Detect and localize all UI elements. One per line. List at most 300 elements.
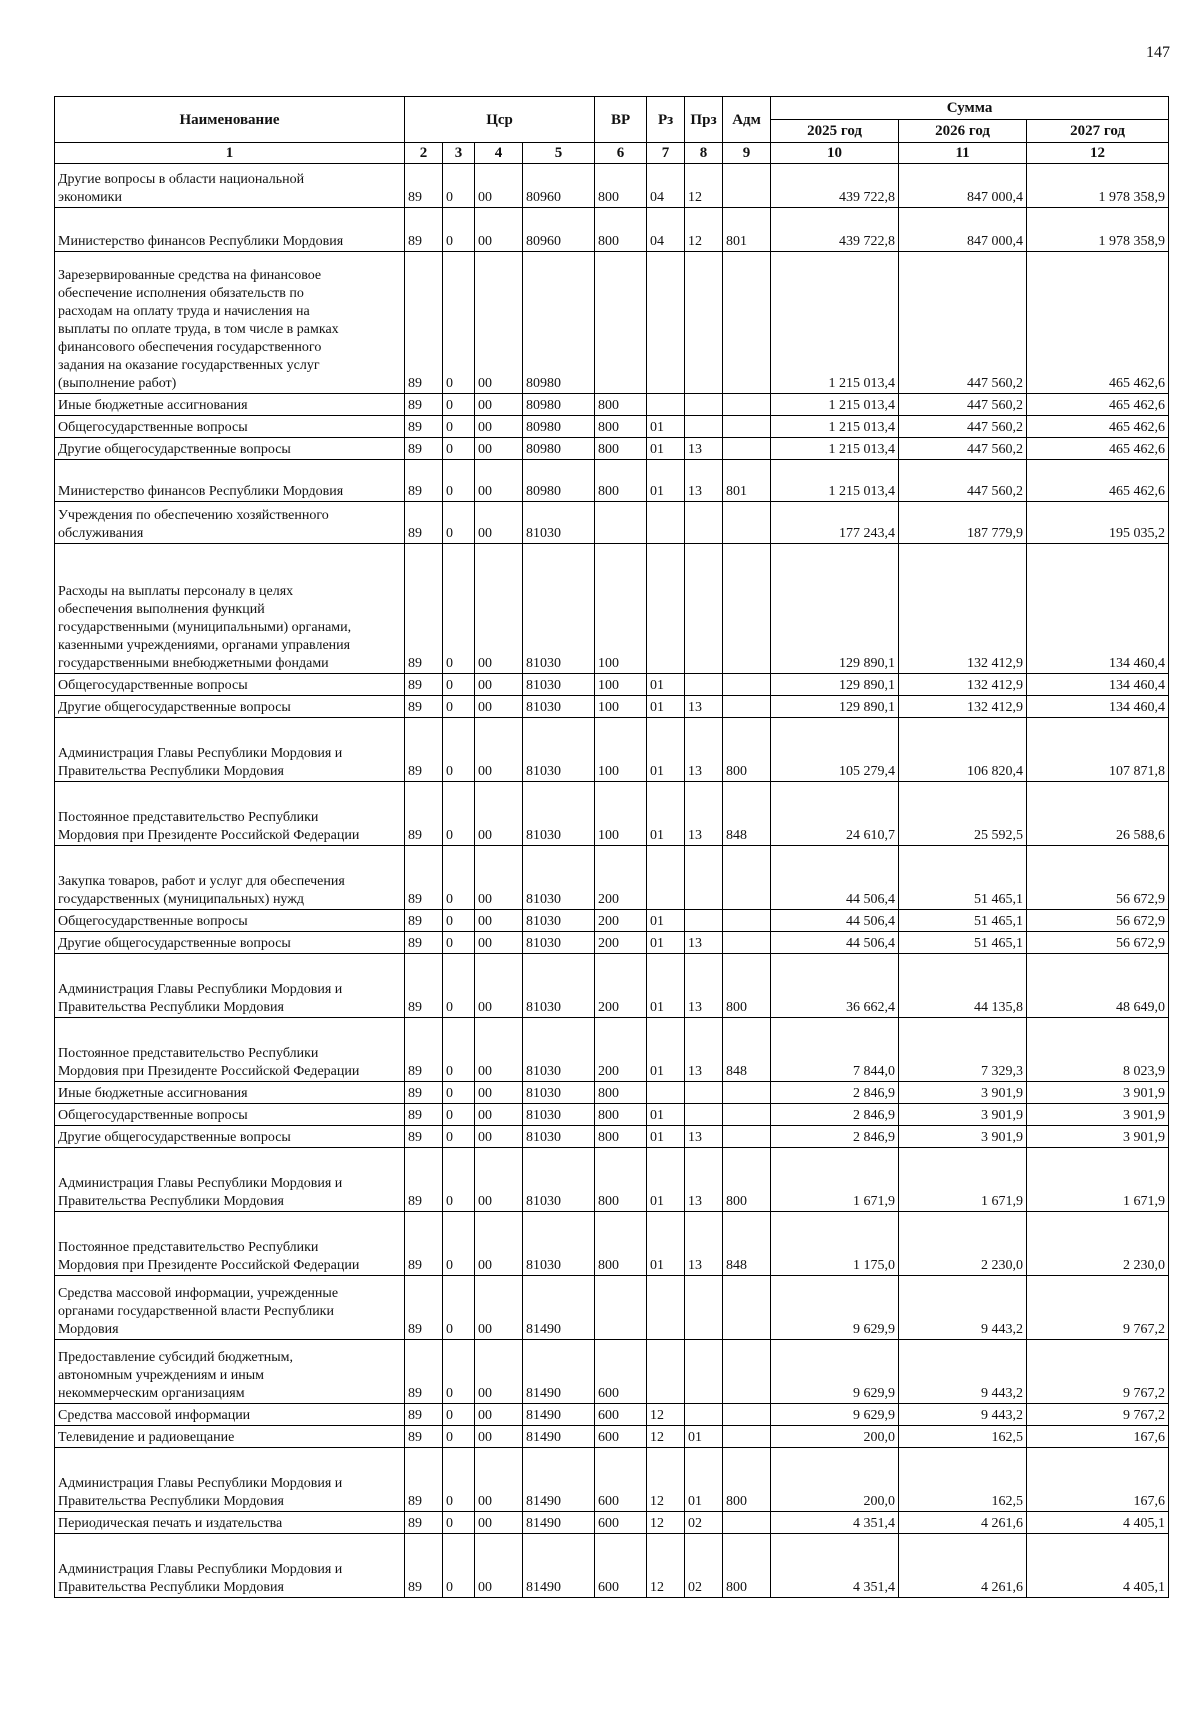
cell-csr-3: 00 [475,394,523,416]
cell-rz: 01 [647,1212,685,1276]
cell-sum-2026: 132 412,9 [899,696,1027,718]
cell-prz: 13 [685,782,723,846]
cell-rz: 01 [647,696,685,718]
cell-vr: 800 [595,1104,647,1126]
cell-csr-3: 00 [475,1276,523,1340]
header-sum: Сумма [771,97,1169,120]
cell-csr-2: 0 [443,1276,475,1340]
table-row [55,1104,1169,1126]
cell-prz: 12 [685,164,723,208]
cell-csr-4: 81030 [523,1126,595,1148]
cell-csr-1: 89 [405,910,443,932]
table-row [55,1512,1169,1534]
cell-csr-2: 0 [443,416,475,438]
cell-csr-3: 00 [475,932,523,954]
cell-name: Министерство финансов Республики Мордовия [55,460,405,502]
cell-csr-1: 89 [405,674,443,696]
table-row [55,1340,1169,1404]
cell-csr-4: 81490 [523,1276,595,1340]
cell-sum-2025: 9 629,9 [771,1276,899,1340]
cell-sum-2026: 9 443,2 [899,1404,1027,1426]
table-row [55,1404,1169,1426]
cell-prz: 13 [685,1212,723,1276]
cell-name: Администрация Главы Республики Мордовия и Правительства Республики Мордовия [55,718,405,782]
cell-csr-2: 0 [443,1082,475,1104]
cell-sum-2025: 2 846,9 [771,1082,899,1104]
cell-sum-2025: 24 610,7 [771,782,899,846]
header-row [55,97,1169,120]
cell-sum-2026: 9 443,2 [899,1340,1027,1404]
cell-prz [685,416,723,438]
table-row [55,252,1169,394]
cell-sum-2025: 177 243,4 [771,502,899,544]
cell-csr-1: 89 [405,460,443,502]
cell-prz: 13 [685,954,723,1018]
cell-adm [723,1104,771,1126]
cell-csr-4: 81030 [523,718,595,782]
cell-name: Министерство финансов Республики Мордовия [55,208,405,252]
cell-name: Расходы на выплаты персоналу в целях обеспечения выполнения функций государственными (муниципальными) органами, казенными учреждениями, органами управления государственными внебюджетными фондами [55,544,405,674]
cell-rz [647,544,685,674]
cell-csr-2: 0 [443,252,475,394]
cell-adm: 848 [723,1018,771,1082]
cell-rz [647,1276,685,1340]
cell-csr-2: 0 [443,1512,475,1534]
cell-name: Другие общегосударственные вопросы [55,932,405,954]
cell-name: Другие общегосударственные вопросы [55,1126,405,1148]
table-row [55,164,1169,208]
header-vr: ВР [595,97,647,143]
cell-adm: 848 [723,782,771,846]
cell-csr-3: 00 [475,438,523,460]
cell-prz [685,502,723,544]
cell-sum-2026: 4 261,6 [899,1534,1027,1598]
cell-name: Общегосударственные вопросы [55,674,405,696]
header-prz: Прз [685,97,723,143]
cell-rz: 01 [647,932,685,954]
cell-sum-2025: 7 844,0 [771,1018,899,1082]
cell-name: Средства массовой информации, учрежденные органами государственной власти Республики Мордовия [55,1276,405,1340]
cell-sum-2027: 3 901,9 [1027,1126,1169,1148]
cell-sum-2025: 9 629,9 [771,1404,899,1426]
cell-csr-4: 80960 [523,208,595,252]
cell-name: Администрация Главы Республики Мордовия и Правительства Республики Мордовия [55,954,405,1018]
cell-csr-4: 81490 [523,1534,595,1598]
cell-csr-1: 89 [405,782,443,846]
cell-sum-2026: 51 465,1 [899,846,1027,910]
cell-csr-2: 0 [443,674,475,696]
cell-csr-1: 89 [405,252,443,394]
cell-sum-2027: 4 405,1 [1027,1512,1169,1534]
cell-prz [685,674,723,696]
cell-name: Другие общегосударственные вопросы [55,696,405,718]
cell-vr: 200 [595,954,647,1018]
cell-rz: 04 [647,164,685,208]
cell-csr-4: 81030 [523,1082,595,1104]
cell-adm [723,1082,771,1104]
cell-sum-2026: 25 592,5 [899,782,1027,846]
cell-csr-3: 00 [475,1404,523,1426]
cell-csr-4: 81030 [523,674,595,696]
cell-csr-1: 89 [405,954,443,1018]
cell-name: Общегосударственные вопросы [55,1104,405,1126]
cell-rz [647,1340,685,1404]
cell-adm [723,438,771,460]
cell-csr-3: 00 [475,416,523,438]
cell-csr-3: 00 [475,1534,523,1598]
cell-rz: 12 [647,1426,685,1448]
cell-vr: 800 [595,394,647,416]
cell-csr-3: 00 [475,1148,523,1212]
cell-sum-2027: 4 405,1 [1027,1534,1169,1598]
cell-prz: 01 [685,1448,723,1512]
cell-csr-3: 00 [475,460,523,502]
cell-csr-1: 89 [405,1148,443,1212]
cell-csr-1: 89 [405,164,443,208]
cell-csr-1: 89 [405,1212,443,1276]
cell-csr-2: 0 [443,208,475,252]
cell-sum-2026: 162,5 [899,1426,1027,1448]
table-row [55,502,1169,544]
cell-vr: 100 [595,782,647,846]
cell-rz [647,846,685,910]
cell-csr-4: 81030 [523,910,595,932]
cell-sum-2027: 3 901,9 [1027,1082,1169,1104]
table-row [55,910,1169,932]
table-row [55,1426,1169,1448]
column-number: 10 [771,143,899,164]
cell-rz [647,252,685,394]
cell-sum-2027: 465 462,6 [1027,252,1169,394]
cell-name: Постоянное представительство Республики Мордовия при Президенте Российской Федерации [55,782,405,846]
header-adm: Адм [723,97,771,143]
cell-csr-2: 0 [443,544,475,674]
cell-rz: 04 [647,208,685,252]
cell-name: Другие вопросы в области национальной экономики [55,164,405,208]
cell-adm: 848 [723,1212,771,1276]
cell-csr-1: 89 [405,1534,443,1598]
column-number-row [55,143,1169,164]
cell-csr-2: 0 [443,164,475,208]
cell-prz [685,1404,723,1426]
table-row [55,1126,1169,1148]
cell-csr-2: 0 [443,438,475,460]
cell-csr-1: 89 [405,696,443,718]
cell-sum-2025: 4 351,4 [771,1512,899,1534]
cell-csr-2: 0 [443,1534,475,1598]
cell-adm: 800 [723,718,771,782]
budget-table [54,96,1169,1598]
cell-csr-2: 0 [443,502,475,544]
cell-prz [685,252,723,394]
cell-adm [723,1340,771,1404]
cell-sum-2025: 129 890,1 [771,674,899,696]
cell-sum-2026: 106 820,4 [899,718,1027,782]
cell-sum-2025: 200,0 [771,1426,899,1448]
cell-csr-4: 81030 [523,932,595,954]
cell-sum-2026: 132 412,9 [899,674,1027,696]
cell-sum-2025: 44 506,4 [771,910,899,932]
cell-csr-2: 0 [443,782,475,846]
cell-sum-2025: 129 890,1 [771,544,899,674]
cell-sum-2026: 51 465,1 [899,910,1027,932]
column-number: 4 [475,143,523,164]
cell-csr-3: 00 [475,1126,523,1148]
cell-csr-2: 0 [443,460,475,502]
cell-prz: 13 [685,460,723,502]
cell-sum-2027: 3 901,9 [1027,1104,1169,1126]
column-number: 1 [55,143,405,164]
cell-sum-2026: 2 230,0 [899,1212,1027,1276]
cell-vr: 600 [595,1512,647,1534]
cell-vr [595,502,647,544]
cell-adm [723,1512,771,1534]
cell-vr: 800 [595,460,647,502]
table-row [55,718,1169,782]
cell-csr-1: 89 [405,718,443,782]
cell-csr-1: 89 [405,544,443,674]
cell-sum-2025: 4 351,4 [771,1534,899,1598]
cell-csr-1: 89 [405,416,443,438]
cell-vr: 100 [595,696,647,718]
cell-csr-3: 00 [475,1104,523,1126]
cell-adm: 800 [723,1148,771,1212]
cell-csr-4: 81490 [523,1426,595,1448]
cell-csr-4: 81030 [523,502,595,544]
cell-sum-2025: 105 279,4 [771,718,899,782]
cell-csr-4: 80980 [523,416,595,438]
header-rz: Рз [647,97,685,143]
cell-csr-4: 81490 [523,1512,595,1534]
cell-sum-2027: 48 649,0 [1027,954,1169,1018]
cell-csr-2: 0 [443,1340,475,1404]
cell-sum-2027: 465 462,6 [1027,460,1169,502]
cell-sum-2025: 44 506,4 [771,932,899,954]
cell-sum-2026: 847 000,4 [899,208,1027,252]
cell-csr-1: 89 [405,394,443,416]
cell-sum-2025: 2 846,9 [771,1126,899,1148]
cell-adm: 800 [723,954,771,1018]
cell-vr: 100 [595,718,647,782]
cell-prz [685,1082,723,1104]
cell-sum-2027: 2 230,0 [1027,1212,1169,1276]
cell-sum-2027: 26 588,6 [1027,782,1169,846]
table-row [55,544,1169,674]
cell-adm [723,696,771,718]
cell-csr-3: 00 [475,208,523,252]
cell-sum-2027: 134 460,4 [1027,674,1169,696]
cell-name: Постоянное представительство Республики Мордовия при Президенте Российской Федерации [55,1018,405,1082]
cell-vr: 200 [595,846,647,910]
cell-csr-2: 0 [443,1018,475,1082]
table-body [55,164,1169,1598]
cell-csr-2: 0 [443,1148,475,1212]
cell-prz [685,846,723,910]
table-row [55,1082,1169,1104]
cell-csr-2: 0 [443,1426,475,1448]
cell-sum-2026: 447 560,2 [899,394,1027,416]
header-name: Наименование [55,97,405,143]
cell-prz: 12 [685,208,723,252]
column-number: 5 [523,143,595,164]
cell-vr: 600 [595,1426,647,1448]
cell-csr-3: 00 [475,1340,523,1404]
page-number: 147 [1146,44,1170,61]
cell-vr: 800 [595,164,647,208]
cell-adm: 800 [723,1534,771,1598]
cell-prz [685,394,723,416]
cell-csr-1: 89 [405,1126,443,1148]
cell-adm: 801 [723,208,771,252]
cell-rz: 01 [647,460,685,502]
cell-csr-2: 0 [443,1104,475,1126]
cell-rz: 12 [647,1512,685,1534]
cell-sum-2027: 107 871,8 [1027,718,1169,782]
cell-name: Общегосударственные вопросы [55,910,405,932]
cell-vr [595,252,647,394]
cell-prz: 01 [685,1426,723,1448]
cell-csr-3: 00 [475,1018,523,1082]
cell-sum-2027: 167,6 [1027,1448,1169,1512]
cell-vr: 800 [595,416,647,438]
column-number: 3 [443,143,475,164]
cell-name: Периодическая печать и издательства [55,1512,405,1534]
cell-csr-1: 89 [405,1448,443,1512]
cell-csr-1: 89 [405,1426,443,1448]
cell-vr: 600 [595,1448,647,1512]
cell-sum-2025: 129 890,1 [771,696,899,718]
table-row [55,1448,1169,1512]
cell-csr-4: 81490 [523,1340,595,1404]
cell-csr-4: 80980 [523,438,595,460]
cell-csr-3: 00 [475,674,523,696]
cell-prz: 13 [685,438,723,460]
cell-vr: 800 [595,1126,647,1148]
cell-csr-2: 0 [443,394,475,416]
cell-prz [685,910,723,932]
cell-csr-1: 89 [405,846,443,910]
cell-vr: 200 [595,932,647,954]
cell-sum-2026: 132 412,9 [899,544,1027,674]
cell-sum-2027: 9 767,2 [1027,1276,1169,1340]
cell-vr: 800 [595,438,647,460]
cell-name: Иные бюджетные ассигнования [55,1082,405,1104]
cell-sum-2025: 36 662,4 [771,954,899,1018]
header-year-2026: 2026 год [899,120,1027,143]
cell-sum-2027: 465 462,6 [1027,438,1169,460]
column-number: 12 [1027,143,1169,164]
cell-name: Общегосударственные вопросы [55,416,405,438]
cell-vr: 600 [595,1340,647,1404]
cell-vr: 800 [595,208,647,252]
cell-sum-2026: 9 443,2 [899,1276,1027,1340]
cell-sum-2026: 3 901,9 [899,1082,1027,1104]
cell-prz: 13 [685,718,723,782]
cell-adm [723,1126,771,1148]
cell-name: Телевидение и радиовещание [55,1426,405,1448]
cell-csr-1: 89 [405,932,443,954]
cell-adm [723,932,771,954]
cell-csr-3: 00 [475,1426,523,1448]
table-row [55,1212,1169,1276]
table-row [55,208,1169,252]
cell-csr-1: 89 [405,1404,443,1426]
column-number: 6 [595,143,647,164]
header-csr: Цср [405,97,595,143]
cell-name: Средства массовой информации [55,1404,405,1426]
cell-name: Другие общегосударственные вопросы [55,438,405,460]
cell-csr-3: 00 [475,718,523,782]
cell-rz: 01 [647,782,685,846]
cell-sum-2027: 9 767,2 [1027,1404,1169,1426]
table-row [55,1534,1169,1598]
cell-csr-2: 0 [443,954,475,1018]
cell-csr-1: 89 [405,438,443,460]
cell-csr-1: 89 [405,1082,443,1104]
cell-vr: 100 [595,544,647,674]
cell-name: Предоставление субсидий бюджетным, автономным учреждениям и иным некоммерческим организациям [55,1340,405,1404]
cell-prz: 02 [685,1534,723,1598]
cell-adm [723,394,771,416]
cell-csr-3: 00 [475,1512,523,1534]
cell-csr-2: 0 [443,1212,475,1276]
cell-sum-2027: 56 672,9 [1027,910,1169,932]
cell-prz: 13 [685,1148,723,1212]
cell-csr-3: 00 [475,1212,523,1276]
cell-adm [723,502,771,544]
cell-csr-4: 81030 [523,846,595,910]
column-number: 8 [685,143,723,164]
cell-csr-1: 89 [405,1104,443,1126]
cell-prz [685,1340,723,1404]
cell-sum-2027: 56 672,9 [1027,846,1169,910]
table-row [55,438,1169,460]
cell-adm [723,416,771,438]
table-row [55,932,1169,954]
cell-sum-2025: 1 175,0 [771,1212,899,1276]
cell-sum-2026: 447 560,2 [899,252,1027,394]
table-row [55,460,1169,502]
cell-rz: 01 [647,1104,685,1126]
cell-sum-2027: 167,6 [1027,1426,1169,1448]
cell-sum-2025: 1 215 013,4 [771,252,899,394]
cell-sum-2026: 447 560,2 [899,438,1027,460]
cell-adm: 801 [723,460,771,502]
cell-vr: 800 [595,1212,647,1276]
cell-prz: 13 [685,696,723,718]
cell-prz: 13 [685,1018,723,1082]
cell-rz: 01 [647,718,685,782]
cell-vr [595,1276,647,1340]
cell-adm: 800 [723,1448,771,1512]
cell-rz: 12 [647,1448,685,1512]
cell-adm [723,1276,771,1340]
cell-csr-1: 89 [405,1276,443,1340]
table-row [55,416,1169,438]
cell-rz: 12 [647,1404,685,1426]
cell-csr-3: 00 [475,910,523,932]
cell-sum-2027: 195 035,2 [1027,502,1169,544]
cell-csr-4: 80980 [523,394,595,416]
cell-csr-3: 00 [475,846,523,910]
cell-csr-4: 81030 [523,954,595,1018]
cell-csr-1: 89 [405,1340,443,1404]
cell-sum-2025: 44 506,4 [771,846,899,910]
cell-name: Администрация Главы Республики Мордовия и Правительства Республики Мордовия [55,1534,405,1598]
cell-csr-3: 00 [475,1448,523,1512]
cell-csr-3: 00 [475,696,523,718]
cell-csr-2: 0 [443,1126,475,1148]
